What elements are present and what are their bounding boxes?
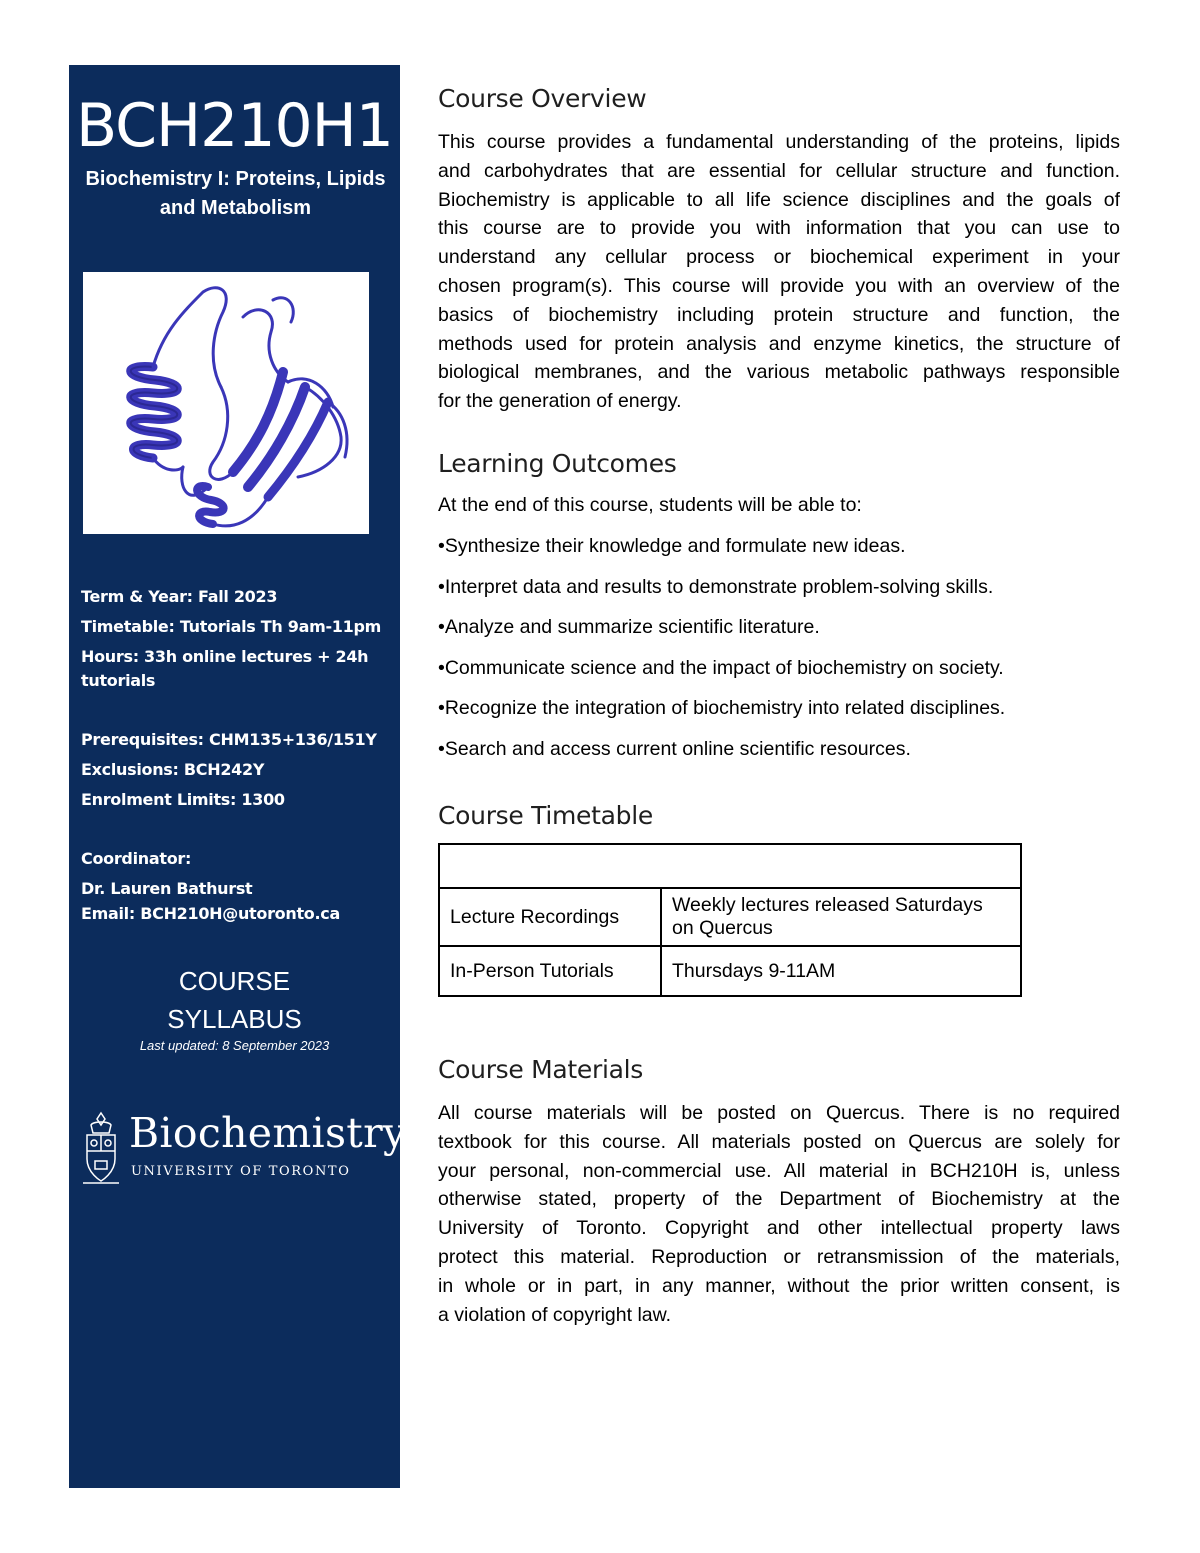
prerequisites: Prerequisites: CHM135+136/151Y (81, 730, 377, 749)
materials-heading: Course Materials (438, 1055, 644, 1084)
materials-line: All course materials will be posted on Quercus. There is no required (438, 1102, 1120, 1124)
sidebar (69, 65, 407, 1488)
overview-paragraph (438, 128, 1120, 416)
outcome-item: •Communicate science and the impact of biochemistry on society. (438, 656, 1004, 679)
outcomes-heading: Learning Outcomes (438, 449, 677, 478)
timetable-heading: Course Timetable (438, 801, 653, 830)
hours-line2: tutorials (81, 671, 156, 690)
overview-line: and carbohydrates that are essential for cellular structure and function. (438, 159, 1120, 182)
coordinator-email: Email: BCH210H@utoronto.ca (81, 904, 340, 923)
exclusions: Exclusions: BCH242Y (81, 760, 265, 779)
hours-line1: Hours: 33h online lectures + 24h (81, 647, 369, 666)
materials-line: protect this material. Reproduction or retransmission of the materials, (438, 1245, 1120, 1268)
overview-line: This course provides a fundamental understanding of the proteins, lipids (438, 131, 1120, 153)
value-line2: on Quercus (672, 917, 773, 939)
table-row (439, 946, 1021, 996)
table-header-row (439, 844, 1021, 888)
outcome-item: •Analyze and summarize scientific literature. (438, 616, 820, 638)
coordinator-label: Coordinator: (81, 849, 192, 868)
outcome-item: •Search and access current online scientific resources. (438, 737, 911, 760)
overview-line: chosen program(s). This course will provide you with an overview of the (438, 274, 1120, 297)
syllabus-line1: COURSE (178, 966, 291, 996)
course-title-line2: and Metabolism (159, 197, 312, 219)
timetable-summary: Timetable: Tutorials Th 9am-11pm (81, 617, 381, 636)
outcomes-intro: At the end of this course, students will be able to: (438, 494, 862, 516)
overview-line: understand any cellular process or biochemical experiment in your (438, 246, 1120, 269)
materials-line: University of Toronto. Copyright and other intellectual property laws (438, 1217, 1120, 1240)
outcome-item: •Synthesize their knowledge and formulate new ideas. (438, 535, 906, 557)
materials-line: a violation of copyright law. (438, 1303, 672, 1326)
materials-line: otherwise stated, property of the Department of Biochemistry at the (438, 1188, 1120, 1211)
table-cell-label: In-Person Tutorials (439, 946, 661, 996)
course-title (83, 165, 388, 223)
overview-heading: Course Overview (438, 84, 647, 113)
protein-structure-image (83, 272, 369, 534)
materials-paragraph (438, 1099, 1120, 1329)
course-title-line1: Biochemistry I: Proteins, Lipids (85, 168, 386, 190)
overview-line: this course are to provide you with information that you can use to (438, 217, 1120, 240)
table-cell-value (661, 888, 1021, 946)
term-year: Term & Year: Fall 2023 (81, 587, 278, 606)
table-cell-value: Thursdays 9-11AM (661, 946, 1021, 996)
overview-line: for the generation of energy. (438, 390, 682, 413)
overview-line: methods used for protein analysis and enzyme kinetics, the structure of (438, 332, 1120, 355)
logo-wordmark: Biochemistry (129, 1109, 407, 1157)
overview-line: biological membranes, and the various metabolic pathways responsible (438, 361, 1120, 384)
coordinator-name: Dr. Lauren Bathurst (81, 879, 253, 898)
syllabus-line2: SYLLABUS (167, 1004, 302, 1034)
hours (81, 645, 381, 693)
protein-ribbon-graphic (83, 272, 369, 534)
timetable-table (438, 843, 1022, 997)
table-header-cell (439, 844, 1021, 888)
materials-line: textbook for this course. All materials posted on Quercus are solely for (438, 1130, 1120, 1153)
materials-line: in whole or in part, in any manner, without the prior written consent, is (438, 1274, 1120, 1297)
overview-line: basics of biochemistry including protein structure and function, the (438, 303, 1120, 326)
enrolment-limits: Enrolment Limits: 1300 (81, 790, 285, 809)
course-code: BCH210H1 (76, 91, 393, 161)
logo-university: UNIVERSITY OF TORONTO (131, 1164, 351, 1179)
table-cell-label: Lecture Recordings (439, 888, 661, 946)
overview-line: Biochemistry is applicable to all life science disciplines and the goals of (438, 188, 1120, 211)
last-updated: Last updated: 8 September 2023 (139, 1038, 330, 1053)
materials-line: your personal, non-commercial use. All material in BCH210H is, unless (438, 1159, 1120, 1182)
course-syllabus-label (69, 962, 400, 1038)
outcome-item: •Recognize the integration of biochemistry into related disciplines. (438, 697, 1006, 719)
outcome-item: •Interpret data and results to demonstrate problem-solving skills. (438, 575, 994, 598)
uoft-crest-icon (79, 1111, 123, 1189)
table-row (439, 888, 1021, 946)
biochemistry-logo (79, 1109, 407, 1189)
value-line1: Weekly lectures released Saturdays (672, 894, 983, 916)
